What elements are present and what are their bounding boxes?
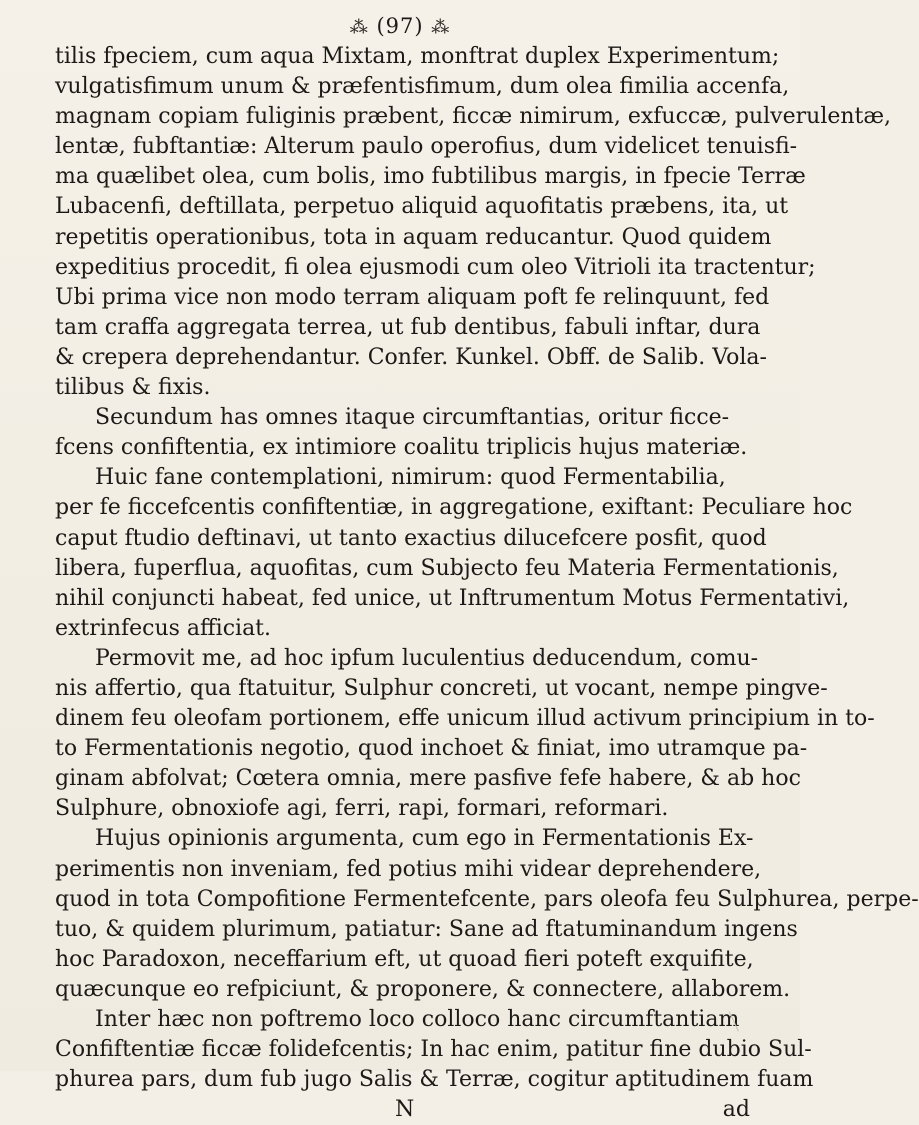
text-line: nihil conjuncti habeat, fed unice, ut Inftrumentum Motus Fermentativi, [55, 585, 850, 611]
page-header [0, 14, 800, 38]
text-line: tam craffa aggregata terrea, ut fub dentibus, fabuli inftar, dura [55, 314, 761, 340]
text-line: Huic fane contemplationi, nimirum: quod Fermentabilia, [95, 465, 726, 491]
text-line: ginam abfolvat; Cœtera omnia, mere pasfive fefe habere, & ab hoc [55, 766, 801, 792]
text-line: to Fermentationis negotio, quod inchoet & finiat, imo utramque pa- [55, 736, 808, 762]
text-line: Permovit me, ad hoc ipfum luculentius deducendum, comu- [95, 645, 759, 671]
text-line: hoc Paradoxon, neceffarium eft, ut quoad fieri poteft exquifite, [55, 946, 754, 972]
text-line: Sulphure, obnoxiofe agi, ferri, rapi, formari, reformari. [55, 796, 669, 822]
text-line: extrinfecus afficiat. [55, 615, 272, 641]
text-line: Ubi prima vice non modo terram aliquam poft fe relinquunt, fed [55, 284, 770, 310]
page-number: (97) [376, 14, 424, 38]
body-text [55, 42, 919, 1125]
text-line: quod in tota Compofitione Fermentefcente, pars oleofa feu Sulphurea, perpe- [55, 886, 919, 912]
text-line: libera, fuperflua, aquofitas, cum Subjecto feu Materia Fermentationis, [55, 555, 839, 581]
text-line: repetitis operationibus, tota in aquam reducantur. Quod quidem [55, 224, 772, 250]
text-line: tilibus & fixis. [55, 375, 211, 401]
text-line: perimentis non inveniam, fed potius mihi videar deprehendere, [55, 856, 762, 882]
text-line: caput ftudio deftinavi, ut tanto exactius dilucefcere posfit, quod [55, 525, 767, 551]
text-line: phurea pars, dum fub jugo Salis & Terræ, cogitur aptitudinem fuam [55, 1067, 814, 1093]
text-line: Hujus opinionis argumenta, cum ego in Fermentationis Ex- [95, 826, 754, 852]
text-line: quæcunque eo refpiciunt, & proponere, & connectere, allaborem. [55, 976, 791, 1002]
right-ornament-icon: ⁂ [431, 17, 451, 38]
text-line: Lubacenfi, deftillata, perpetuo aliquid aquofitatis præbens, ita, ut [55, 194, 789, 220]
text-line: per fe ficcefcentis confiftentiæ, in aggregatione, exiftant: Peculiare hoc [55, 495, 853, 521]
signature-mark: N [395, 1097, 415, 1123]
catchword: ad [722, 1097, 750, 1123]
text-line: fcens confiftentia, ex intimiore coalitu triplicis hujus materiæ. [55, 435, 748, 461]
text-line: & crepera deprehendantur. Confer. Kunkel. Obff. de Salib. Vola- [55, 344, 767, 370]
text-line: lentæ, fubftantiæ: Alterum paulo operofius, dum videlicet tenuisfi- [55, 134, 798, 160]
text-line: magnam copiam fuliginis præbent, ficcæ nimirum, exfuccæ, pulverulentæ, [55, 104, 892, 130]
footer-line [55, 1095, 770, 1125]
text-line: ma quælibet olea, cum bolis, imo fubtilibus margis, in fpecie Terræ [55, 164, 806, 190]
text-line: vulgatisfimum unum & præfentisfimum, dum olea fimilia accenfa, [55, 74, 790, 100]
text-line: expeditius procedit, fi olea ejusmodi cum oleo Vitrioli ita tractentur; [55, 254, 816, 280]
text-line: Secundum has omnes itaque circumftantias, oritur ficce- [95, 405, 730, 431]
left-ornament-icon: ⁂ [349, 17, 369, 38]
text-line: dinem feu oleofam portionem, effe unicum illud activum principium in to- [55, 706, 875, 732]
text-line: nis affertio, qua ftatuitur, Sulphur concreti, ut vocant, nempe pingve- [55, 675, 828, 701]
text-line: Inter hæc non poftremo loco colloco hanc circumftantiam [95, 1007, 740, 1032]
text-line: tuo, & quidem plurimum, patiatur: Sane ad ftatuminandum ingens [55, 916, 798, 942]
text-line: tilis fpeciem, cum aqua Mixtam, monftrat duplex Experimentum; [55, 44, 780, 69]
text-line: Confiftentiæ ficcæ folidefcentis; In hac enim, patitur fine dubio Sul- [55, 1037, 812, 1063]
